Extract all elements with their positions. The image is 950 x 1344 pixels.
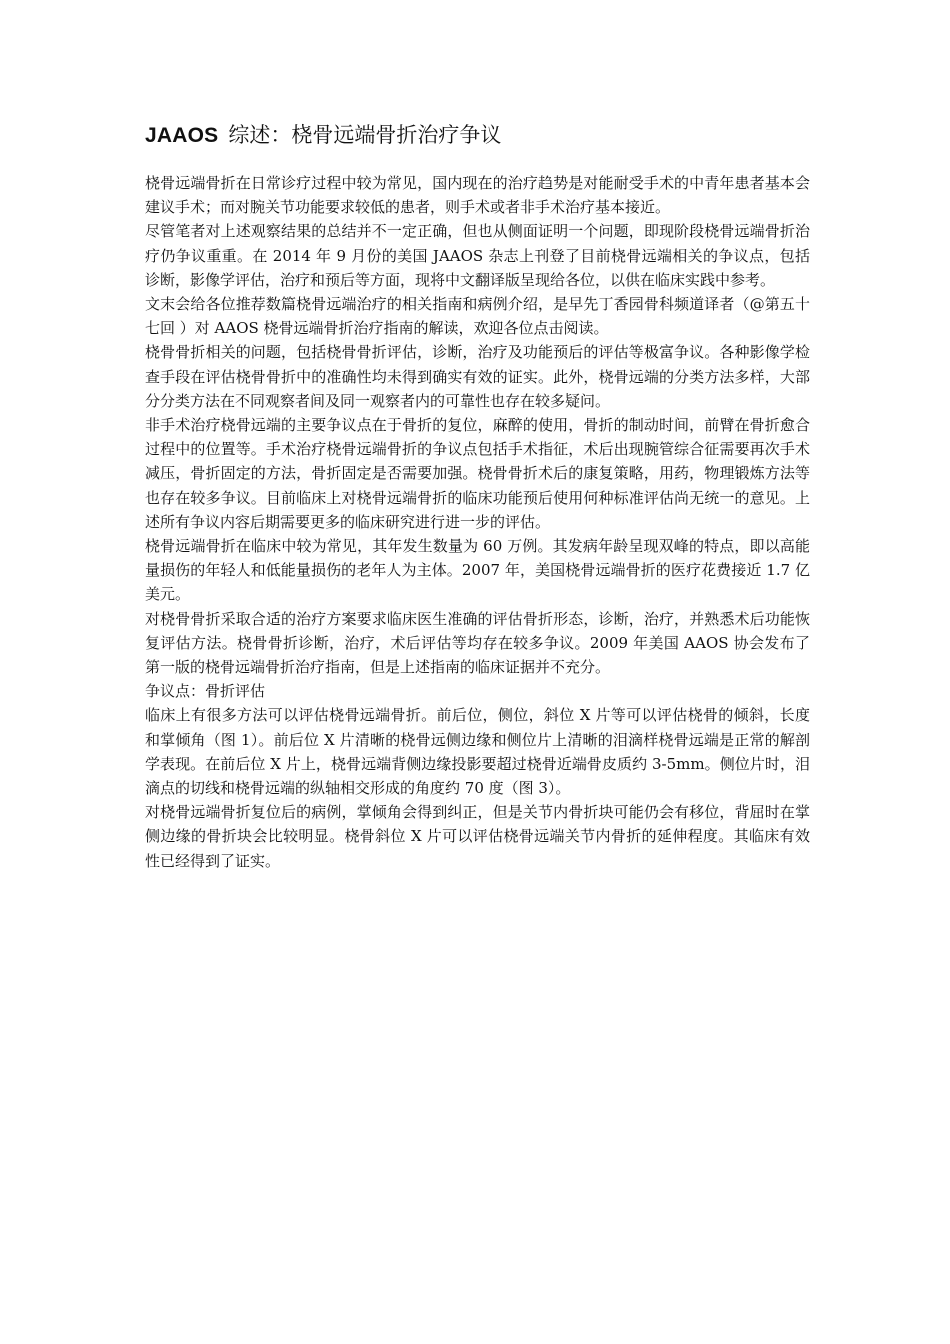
document-page	[145, 118, 810, 873]
paragraph: 桡骨远端骨折在日常诊疗过程中较为常见，国内现在的治疗趋势是对能耐受手术的中青年患者基本会建议手术；而对腕关节功能要求较低的患者，则手术或者非手术治疗基本接近。	[145, 174, 810, 217]
document-title	[145, 118, 810, 153]
paragraph: 临床上有很多方法可以评估桡骨远端骨折。前后位，侧位，斜位 X 片等可以评估桡骨的倾斜，长度和掌倾角（图 1）。前后位 X 片清晰的桡骨远侧边缘和侧位片上清晰的泪滴样桡骨远端是正常的解剖学表现。在前后位 X 片上，桡骨远端背侧边缘投影要超过桡骨近端骨皮质约 3-5mm。侧位片时，泪滴点的切线和桡骨远端的纵轴相交形成的角度约 70 度（图 3）。	[145, 706, 810, 798]
section-heading: 争议点：骨折评估	[145, 682, 266, 701]
paragraph: 对桡骨骨折采取合适的治疗方案要求临床医生准确的评估骨折形态，诊断，治疗，并熟悉术后功能恢复评估方法。桡骨骨折诊断，治疗，术后评估等均存在较多争议。2009 年美国 AAOS 协会发布了第一版的桡骨远端骨折治疗指南，但是上述指南的临床证据并不充分。	[145, 609, 810, 677]
document-body	[145, 171, 810, 873]
paragraph: 文末会给各位推荐数篇桡骨远端治疗的相关指南和病例介绍，是早先丁香园骨科频道译者（@第五十七回 ）对 AAOS 桡骨远端骨折治疗指南的解读，欢迎各位点击阅读。	[145, 295, 810, 338]
title-topic: 综述：桡骨远端骨折治疗争议	[228, 123, 502, 147]
title-journal-name: JAAOS	[145, 124, 219, 147]
paragraph: 尽管笔者对上述观察结果的总结并不一定正确，但也从侧面证明一个问题，即现阶段桡骨远端骨折治疗仍争议重重。在 2014 年 9 月份的美国 JAAOS 杂志上刊登了目前桡骨远端相关的争议点，包括诊断，影像学评估，治疗和预后等方面，现将中文翻译版呈现给各位，以供在临床实践中参考。	[145, 222, 810, 289]
paragraph: 桡骨骨折相关的问题，包括桡骨骨折评估，诊断，治疗及功能预后的评估等极富争议。各种影像学检查手段在评估桡骨骨折中的准确性均未得到确实有效的证实。此外，桡骨远端的分类方法多样，大部分分类方法在不同观察者间及同一观察者内的可靠性也存在较多疑问。	[145, 343, 810, 410]
paragraph: 非手术治疗桡骨远端的主要争议点在于骨折的复位，麻醉的使用，骨折的制动时间，前臂在骨折愈合过程中的位置等。手术治疗桡骨远端骨折的争议点包括手术指征，术后出现腕管综合征需要再次手术减压，骨折固定的方法，骨折固定是否需要加强。桡骨骨折术后的康复策略，用药，物理锻炼方法等也存在较多争议。目前临床上对桡骨远端骨折的临床功能预后使用何种标准评估尚无统一的意见。上述所有争议内容后期需要更多的临床研究进行进一步的评估。	[145, 416, 810, 531]
paragraph: 桡骨远端骨折在临床中较为常见，其年发生数量为 60 万例。其发病年龄呈现双峰的特点，即以高能量损伤的年轻人和低能量损伤的老年人为主体。2007 年，美国桡骨远端骨折的医疗花费接近 1.7 亿美元。	[145, 537, 810, 604]
paragraph: 对桡骨远端骨折复位后的病例，掌倾角会得到纠正，但是关节内骨折块可能仍会有移位，背屈时在掌侧边缘的骨折块会比较明显。桡骨斜位 X 片可以评估桡骨远端关节内骨折的延伸程度。其临床有效性已经得到了证实。	[145, 803, 810, 870]
